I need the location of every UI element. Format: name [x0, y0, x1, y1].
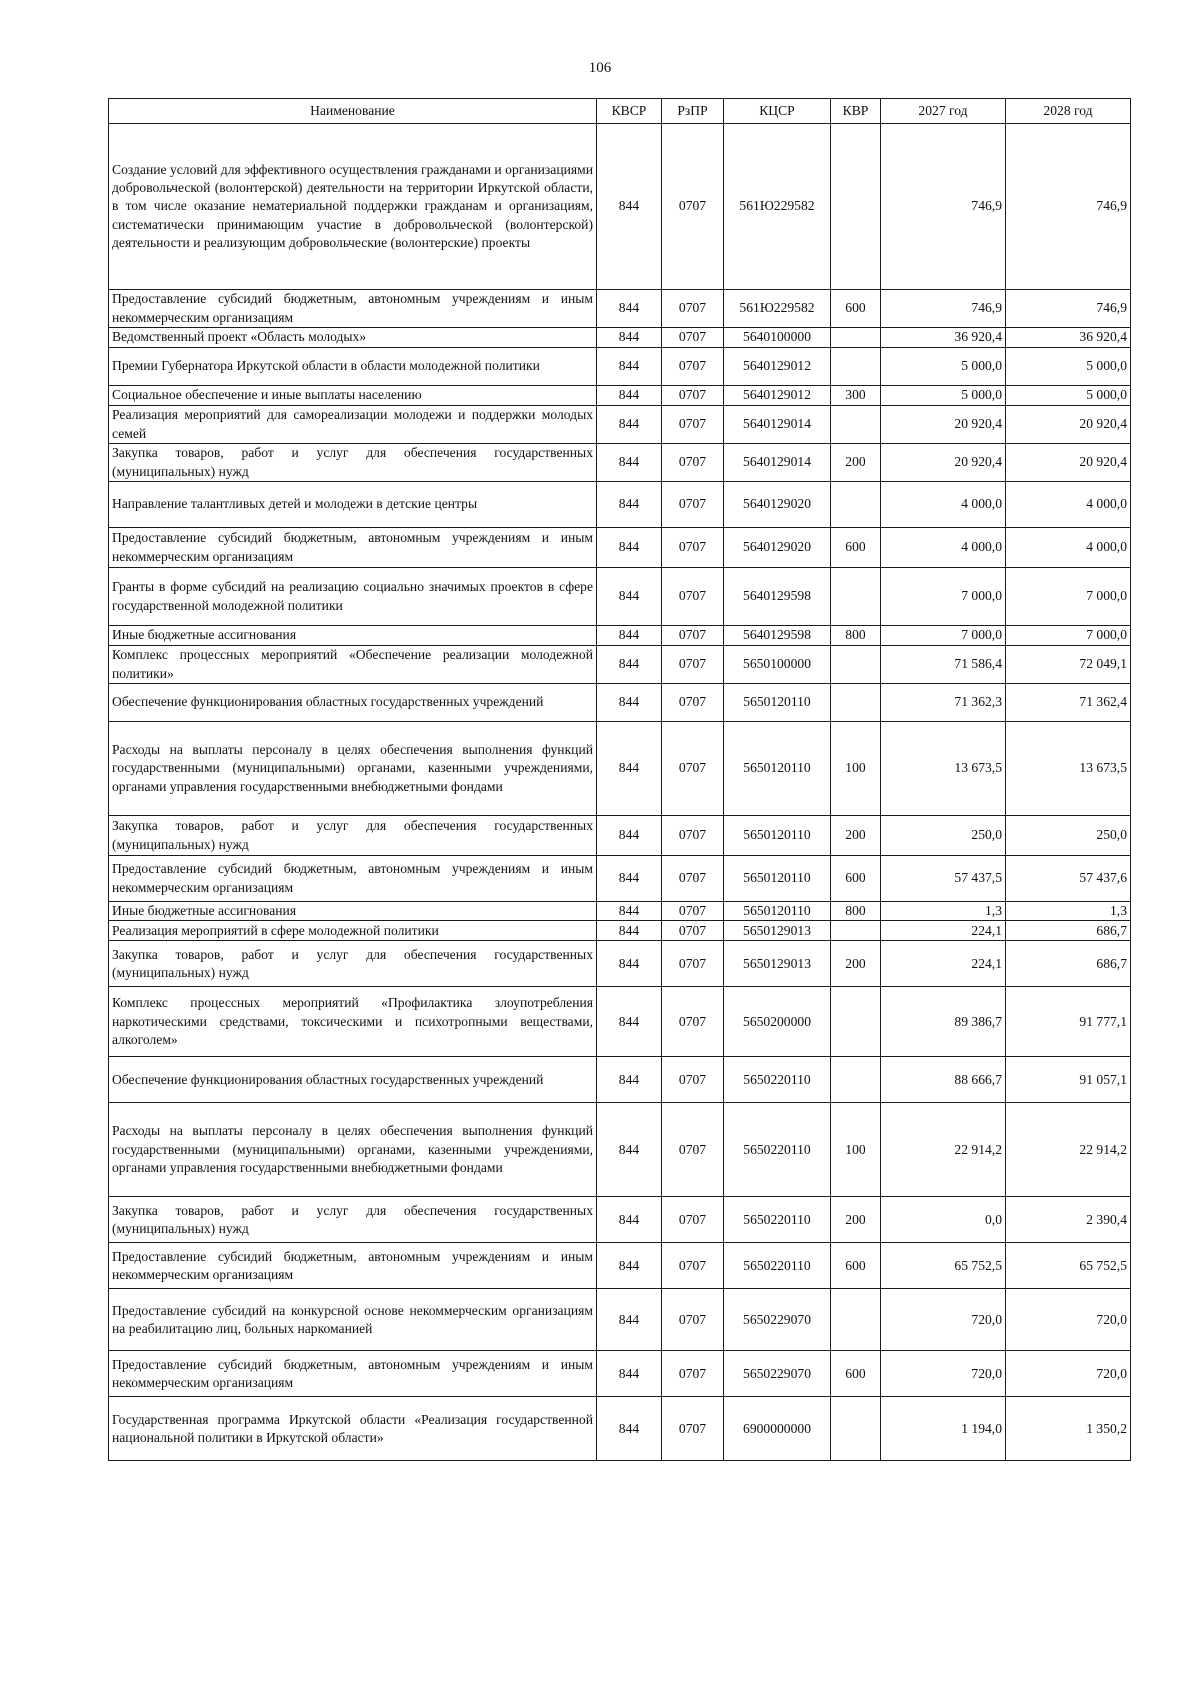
cell-2027: 57 437,5 [881, 856, 1006, 902]
table-row [109, 1289, 1131, 1351]
cell-2028: 746,9 [1006, 124, 1131, 290]
cell-2028: 1 350,2 [1006, 1397, 1131, 1461]
cell-kcsr: 5640129598 [724, 626, 831, 646]
cell-kvsr: 844 [597, 328, 662, 348]
cell-2028: 250,0 [1006, 816, 1131, 856]
cell-2027: 89 386,7 [881, 987, 1006, 1057]
cell-2028: 20 920,4 [1006, 406, 1131, 444]
cell-2028: 1,3 [1006, 902, 1131, 921]
budget-table [108, 98, 1131, 1461]
cell-name: Гранты в форме субсидий на реализацию социально значимых проектов в сфере государственной молодежной политики [109, 568, 597, 626]
cell-rzpr: 0707 [662, 987, 724, 1057]
cell-2027: 65 752,5 [881, 1243, 1006, 1289]
cell-2028: 686,7 [1006, 921, 1131, 941]
table-row [109, 987, 1131, 1057]
column-header-2027: 2027 год [881, 99, 1006, 124]
cell-kvr: 200 [831, 1197, 881, 1243]
cell-2028: 686,7 [1006, 941, 1131, 987]
cell-2028: 2 390,4 [1006, 1197, 1131, 1243]
cell-name: Закупка товаров, работ и услуг для обеспечения государственных (муниципальных) нужд [109, 444, 597, 482]
cell-kcsr: 5650229070 [724, 1351, 831, 1397]
cell-kvsr: 844 [597, 902, 662, 921]
cell-rzpr: 0707 [662, 444, 724, 482]
cell-kcsr: 5640129012 [724, 386, 831, 406]
cell-kvr: 600 [831, 1243, 881, 1289]
cell-kvsr: 844 [597, 1057, 662, 1103]
cell-rzpr: 0707 [662, 1243, 724, 1289]
cell-kvsr: 844 [597, 1351, 662, 1397]
cell-kvsr: 844 [597, 987, 662, 1057]
cell-kvsr: 844 [597, 1197, 662, 1243]
cell-2027: 7 000,0 [881, 626, 1006, 646]
table-row [109, 290, 1131, 328]
table-row [109, 902, 1131, 921]
cell-kcsr: 5650120110 [724, 902, 831, 921]
cell-kvr: 600 [831, 856, 881, 902]
cell-kvsr: 844 [597, 626, 662, 646]
cell-name: Расходы на выплаты персоналу в целях обеспечения выполнения функций государственными (муниципальными) органами, казенными учреждениями, органами управления государственными внебюджетными фондами [109, 722, 597, 816]
column-header-kvr: КВР [831, 99, 881, 124]
cell-kvsr: 844 [597, 684, 662, 722]
table-row [109, 722, 1131, 816]
cell-kvsr: 844 [597, 1289, 662, 1351]
cell-name: Расходы на выплаты персоналу в целях обеспечения выполнения функций государственными (муниципальными) органами, казенными учреждениями, органами управления государственными внебюджетными фондами [109, 1103, 597, 1197]
cell-name: Закупка товаров, работ и услуг для обеспечения государственных (муниципальных) нужд [109, 1197, 597, 1243]
cell-name: Закупка товаров, работ и услуг для обеспечения государственных (муниципальных) нужд [109, 941, 597, 987]
cell-rzpr: 0707 [662, 921, 724, 941]
cell-rzpr: 0707 [662, 626, 724, 646]
cell-kcsr: 5650129013 [724, 921, 831, 941]
cell-name: Реализация мероприятий в сфере молодежной политики [109, 921, 597, 941]
cell-rzpr: 0707 [662, 856, 724, 902]
cell-kcsr: 5640129598 [724, 568, 831, 626]
cell-2028: 4 000,0 [1006, 528, 1131, 568]
cell-kvr: 600 [831, 1351, 881, 1397]
cell-2028: 746,9 [1006, 290, 1131, 328]
cell-2027: 720,0 [881, 1351, 1006, 1397]
cell-rzpr: 0707 [662, 386, 724, 406]
cell-2028: 720,0 [1006, 1351, 1131, 1397]
cell-2028: 91 777,1 [1006, 987, 1131, 1057]
cell-kvr [831, 328, 881, 348]
cell-kvr: 200 [831, 816, 881, 856]
cell-2028: 5 000,0 [1006, 348, 1131, 386]
cell-name: Направление талантливых детей и молодежи в детские центры [109, 482, 597, 528]
cell-rzpr: 0707 [662, 568, 724, 626]
cell-2027: 224,1 [881, 921, 1006, 941]
cell-name: Предоставление субсидий бюджетным, автономным учреждениям и иным некоммерческим организациям [109, 1243, 597, 1289]
cell-rzpr: 0707 [662, 1397, 724, 1461]
cell-kcsr: 5640129012 [724, 348, 831, 386]
cell-kvr [831, 124, 881, 290]
cell-kcsr: 5650120110 [724, 684, 831, 722]
cell-rzpr: 0707 [662, 1103, 724, 1197]
cell-kcsr: 5650129013 [724, 941, 831, 987]
cell-name: Обеспечение функционирования областных государственных учреждений [109, 684, 597, 722]
table-row [109, 1057, 1131, 1103]
table-row [109, 348, 1131, 386]
cell-kvsr: 844 [597, 816, 662, 856]
table-row [109, 1243, 1131, 1289]
table-row [109, 482, 1131, 528]
cell-name: Предоставление субсидий бюджетным, автономным учреждениям и иным некоммерческим организациям [109, 1351, 597, 1397]
column-header-2028: 2028 год [1006, 99, 1131, 124]
cell-kcsr: 5650220110 [724, 1197, 831, 1243]
cell-2027: 71 362,3 [881, 684, 1006, 722]
cell-kcsr: 561Ю229582 [724, 124, 831, 290]
cell-rzpr: 0707 [662, 1289, 724, 1351]
cell-2028: 36 920,4 [1006, 328, 1131, 348]
cell-kcsr: 5650120110 [724, 856, 831, 902]
cell-2027: 4 000,0 [881, 482, 1006, 528]
column-header-kvsr: КВСР [597, 99, 662, 124]
cell-name: Закупка товаров, работ и услуг для обеспечения государственных (муниципальных) нужд [109, 816, 597, 856]
cell-2028: 72 049,1 [1006, 646, 1131, 684]
cell-kvsr: 844 [597, 1243, 662, 1289]
cell-rzpr: 0707 [662, 528, 724, 568]
cell-2027: 746,9 [881, 290, 1006, 328]
cell-2027: 88 666,7 [881, 1057, 1006, 1103]
cell-kcsr: 5650229070 [724, 1289, 831, 1351]
cell-2027: 71 586,4 [881, 646, 1006, 684]
cell-2028: 720,0 [1006, 1289, 1131, 1351]
cell-rzpr: 0707 [662, 684, 724, 722]
cell-rzpr: 0707 [662, 348, 724, 386]
cell-kcsr: 5650200000 [724, 987, 831, 1057]
column-header-rzpr: РзПР [662, 99, 724, 124]
cell-kvr: 600 [831, 528, 881, 568]
cell-rzpr: 0707 [662, 902, 724, 921]
cell-2027: 4 000,0 [881, 528, 1006, 568]
cell-rzpr: 0707 [662, 328, 724, 348]
cell-2028: 71 362,4 [1006, 684, 1131, 722]
cell-kvsr: 844 [597, 386, 662, 406]
cell-name: Премии Губернатора Иркутской области в области молодежной политики [109, 348, 597, 386]
cell-kvr [831, 406, 881, 444]
cell-kvsr: 844 [597, 921, 662, 941]
cell-name: Предоставление субсидий бюджетным, автономным учреждениям и иным некоммерческим организациям [109, 856, 597, 902]
column-header-kcsr: КЦСР [724, 99, 831, 124]
cell-rzpr: 0707 [662, 290, 724, 328]
cell-kvr [831, 646, 881, 684]
cell-2027: 224,1 [881, 941, 1006, 987]
cell-kvsr: 844 [597, 856, 662, 902]
cell-kvr [831, 1289, 881, 1351]
cell-2028: 13 673,5 [1006, 722, 1131, 816]
cell-2028: 5 000,0 [1006, 386, 1131, 406]
cell-2028: 57 437,6 [1006, 856, 1131, 902]
table-row [109, 528, 1131, 568]
cell-kvr: 800 [831, 626, 881, 646]
cell-2027: 7 000,0 [881, 568, 1006, 626]
cell-kvr: 200 [831, 941, 881, 987]
table-row [109, 406, 1131, 444]
cell-kvsr: 844 [597, 1103, 662, 1197]
cell-2027: 36 920,4 [881, 328, 1006, 348]
cell-kvr: 600 [831, 290, 881, 328]
cell-2027: 0,0 [881, 1197, 1006, 1243]
cell-name: Предоставление субсидий бюджетным, автономным учреждениям и иным некоммерческим организациям [109, 290, 597, 328]
cell-name: Комплекс процессных мероприятий «Профилактика злоупотребления наркотическими средствами, токсическими и психотропными веществами, алкоголем» [109, 987, 597, 1057]
cell-2028: 7 000,0 [1006, 568, 1131, 626]
cell-2027: 20 920,4 [881, 444, 1006, 482]
cell-name: Ведомственный проект «Область молодых» [109, 328, 597, 348]
cell-2027: 746,9 [881, 124, 1006, 290]
cell-kcsr: 5650220110 [724, 1243, 831, 1289]
cell-kvr [831, 987, 881, 1057]
cell-kvr [831, 482, 881, 528]
cell-kcsr: 5650220110 [724, 1057, 831, 1103]
cell-kvr: 300 [831, 386, 881, 406]
cell-rzpr: 0707 [662, 1351, 724, 1397]
table-row [109, 816, 1131, 856]
table-row [109, 941, 1131, 987]
cell-2027: 13 673,5 [881, 722, 1006, 816]
table-row [109, 328, 1131, 348]
cell-rzpr: 0707 [662, 941, 724, 987]
column-header-name: Наименование [109, 99, 597, 124]
cell-kvsr: 844 [597, 482, 662, 528]
cell-kvsr: 844 [597, 290, 662, 328]
cell-name: Реализация мероприятий для самореализации молодежи и поддержки молодых семей [109, 406, 597, 444]
cell-kvr [831, 1397, 881, 1461]
table-row [109, 1397, 1131, 1461]
cell-2027: 1 194,0 [881, 1397, 1006, 1461]
cell-kcsr: 5640129020 [724, 482, 831, 528]
cell-2027: 250,0 [881, 816, 1006, 856]
cell-name: Предоставление субсидий бюджетным, автономным учреждениям и иным некоммерческим организациям [109, 528, 597, 568]
cell-name: Создание условий для эффективного осуществления гражданами и организациями добровольческой (волонтерской) деятельности на территории Иркутской области, в том числе оказание нематериальной поддержки гражданам и организациям, систематически принимающим участие в добровольческой (волонтерской) деятельности и реализующим добровольческие (волонтерские) проекты [109, 124, 597, 290]
cell-2027: 5 000,0 [881, 386, 1006, 406]
table-row [109, 1351, 1131, 1397]
table-row [109, 646, 1131, 684]
table-row [109, 1197, 1131, 1243]
cell-kcsr: 5650120110 [724, 816, 831, 856]
cell-kcsr: 5640129020 [724, 528, 831, 568]
cell-kvr [831, 1057, 881, 1103]
cell-name: Предоставление субсидий на конкурсной основе некоммерческим организациям на реабилитацию лиц, больных наркоманией [109, 1289, 597, 1351]
cell-2028: 4 000,0 [1006, 482, 1131, 528]
cell-kvsr: 844 [597, 348, 662, 386]
cell-kvsr: 844 [597, 941, 662, 987]
cell-2028: 65 752,5 [1006, 1243, 1131, 1289]
cell-kcsr: 5640129014 [724, 406, 831, 444]
cell-rzpr: 0707 [662, 124, 724, 290]
table-header-row [109, 99, 1131, 124]
cell-kcsr: 5650100000 [724, 646, 831, 684]
cell-2027: 1,3 [881, 902, 1006, 921]
cell-kvsr: 844 [597, 1397, 662, 1461]
cell-name: Иные бюджетные ассигнования [109, 902, 597, 921]
cell-rzpr: 0707 [662, 1197, 724, 1243]
table-row [109, 124, 1131, 290]
cell-kcsr: 5650220110 [724, 1103, 831, 1197]
cell-name: Государственная программа Иркутской области «Реализация государственной национальной политики в Иркутской области» [109, 1397, 597, 1461]
table-row [109, 626, 1131, 646]
cell-rzpr: 0707 [662, 482, 724, 528]
cell-kvr [831, 684, 881, 722]
table-row [109, 684, 1131, 722]
page-number: 106 [588, 60, 612, 76]
cell-kvr [831, 921, 881, 941]
table-row [109, 444, 1131, 482]
cell-2028: 91 057,1 [1006, 1057, 1131, 1103]
cell-kvr: 200 [831, 444, 881, 482]
cell-name: Социальное обеспечение и иные выплаты населению [109, 386, 597, 406]
cell-2027: 22 914,2 [881, 1103, 1006, 1197]
cell-2028: 20 920,4 [1006, 444, 1131, 482]
cell-rzpr: 0707 [662, 1057, 724, 1103]
cell-kcsr: 5650120110 [724, 722, 831, 816]
table-row [109, 386, 1131, 406]
table-row [109, 856, 1131, 902]
cell-kvr: 100 [831, 1103, 881, 1197]
cell-name: Комплекс процессных мероприятий «Обеспечение реализации молодежной политики» [109, 646, 597, 684]
cell-rzpr: 0707 [662, 722, 724, 816]
table-row [109, 568, 1131, 626]
cell-kvsr: 844 [597, 124, 662, 290]
cell-kcsr: 5640100000 [724, 328, 831, 348]
cell-kvsr: 844 [597, 722, 662, 816]
cell-kvsr: 844 [597, 444, 662, 482]
cell-2027: 5 000,0 [881, 348, 1006, 386]
cell-rzpr: 0707 [662, 816, 724, 856]
cell-kvsr: 844 [597, 406, 662, 444]
cell-2028: 7 000,0 [1006, 626, 1131, 646]
cell-2028: 22 914,2 [1006, 1103, 1131, 1197]
table-row [109, 1103, 1131, 1197]
cell-rzpr: 0707 [662, 646, 724, 684]
cell-2027: 20 920,4 [881, 406, 1006, 444]
cell-name: Обеспечение функционирования областных государственных учреждений [109, 1057, 597, 1103]
cell-kcsr: 5640129014 [724, 444, 831, 482]
cell-kcsr: 561Ю229582 [724, 290, 831, 328]
cell-kcsr: 6900000000 [724, 1397, 831, 1461]
cell-kvr [831, 348, 881, 386]
cell-rzpr: 0707 [662, 406, 724, 444]
cell-kvr: 800 [831, 902, 881, 921]
table-row [109, 921, 1131, 941]
cell-kvsr: 844 [597, 568, 662, 626]
cell-kvr [831, 568, 881, 626]
cell-kvsr: 844 [597, 528, 662, 568]
cell-name: Иные бюджетные ассигнования [109, 626, 597, 646]
cell-2027: 720,0 [881, 1289, 1006, 1351]
cell-kvr: 100 [831, 722, 881, 816]
cell-kvsr: 844 [597, 646, 662, 684]
